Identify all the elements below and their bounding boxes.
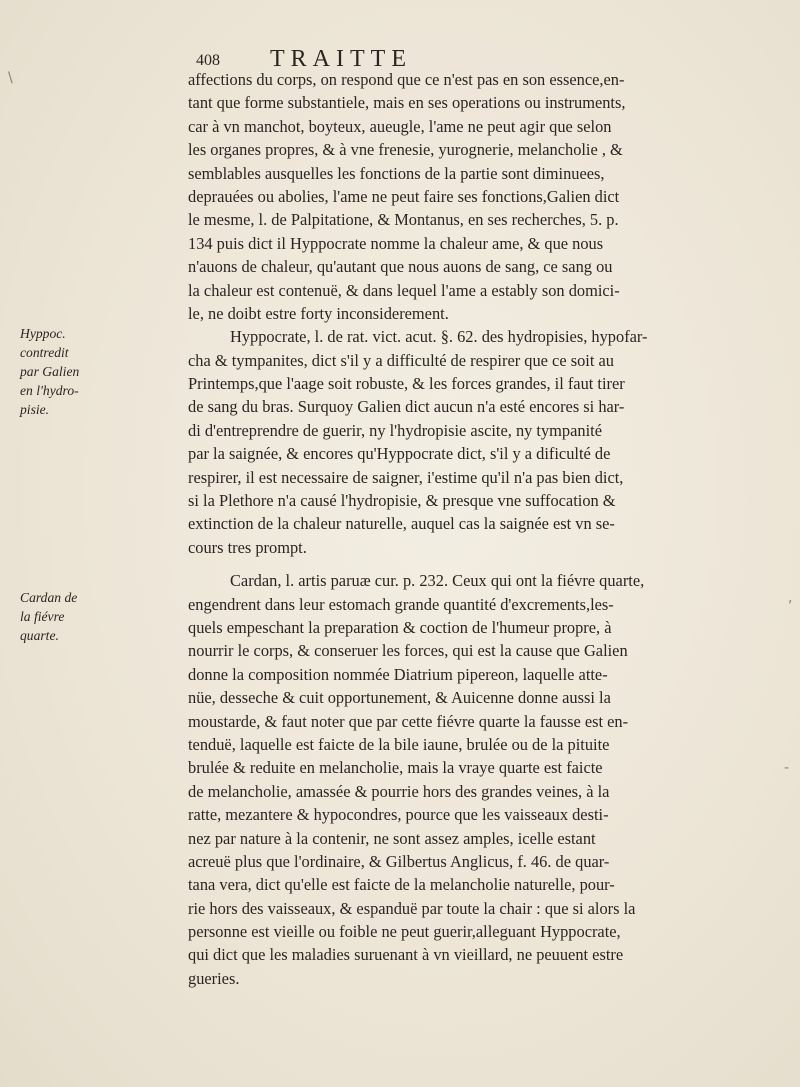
text-line: engendrent dans leur estomach grande quantité d'excrements,les- [188,594,614,614]
margin-note-line: la fiévre [20,609,65,624]
text-line: si la Plethore n'a causé l'hydropisie, & presque vne suffocation & [188,491,616,511]
page-mark: - [784,760,790,776]
text-line: les organes propres, & à vne frenesie, yurognerie, melancholie , & [188,140,623,160]
text-line: de melancholie, amassée & pourrie hors des grandes veines, à la [188,781,610,801]
text-line: qui dict que les maladies suruenant à vn vieillard, ne peuuent estre [188,945,624,965]
paragraph-1 [188,68,788,325]
text-line: car à vn manchot, boyteux, aueugle, l'ame ne peut agir que selon [188,116,612,136]
margin-note-line: Hyppoc. [20,326,66,341]
margin-note-cardan [20,588,180,645]
text-line: nüe, desseche & cuit opportunement, & Auicenne donne aussi la [188,688,611,708]
text-line: respirer, il est necessaire de saigner, i'estime qu'il n'a pas bien dict, [188,467,624,487]
margin-note-line: quarte. [20,628,59,643]
text-line: la chaleur est contenuë, & dans lequel l'ame a estably son domici- [188,280,620,300]
margin-note-line: par Galien [20,364,80,379]
text-line: tenduë, laquelle est faicte de la bile iaune, brulée ou de la pituite [188,734,610,754]
page-number: 408 [196,52,220,69]
text-line: gueries. [188,968,240,988]
margin-note-line: en l'hydro- [20,383,79,398]
text-line: di d'entreprendre de guerir, ny l'hydropisie ascite, ny tympanité [188,420,602,440]
text-line: tant que forme substantiele, mais en ses operations ou instruments, [188,93,626,113]
text-line: deprauées ou abolies, l'ame ne peut faire ses fonctions,Galien dict [188,186,620,206]
paragraph-3 [188,569,788,990]
margin-note-line: Cardan de [20,590,78,605]
text-line: donne la composition nommée Diatrium pipereon, laquelle atte- [188,664,608,684]
body-text [188,68,788,990]
text-line: Cardan, l. artis paruæ cur. p. 232. Ceux qui ont la fiévre quarte, [230,571,645,591]
text-line: de sang du bras. Surquoy Galien dict aucun n'a esté encores si har- [188,397,625,417]
text-line: Printemps,que l'aage soit robuste, & les forces grandes, il faut tirer [188,374,625,394]
text-line: rie hors des vaisseaux, & espanduë par toute la chair : que si alors la [188,898,636,918]
text-line: cours tres prompt. [188,537,307,557]
paragraph-2 [188,325,788,559]
page-mark: , [788,590,793,606]
text-line: moustarde, & faut noter que par cette fiévre quarte la fausse est en- [188,711,629,731]
text-line: brulée & reduite en melancholie, mais la vraye quarte est faicte [188,758,603,778]
text-line: par la saignée, & encores qu'Hyppocrate dict, s'il y a dificulté de [188,444,611,464]
text-line: Hyppocrate, l. de rat. vict. acut. §. 62. des hydropisies, hypofar- [230,327,648,347]
text-line: 134 puis dict il Hyppocrate nomme la chaleur ame, & que nous [188,233,604,253]
text-line: affections du corps, on respond que ce n'est pas en son essence,en- [188,70,625,89]
paragraph-gap [188,559,788,569]
text-line: tana vera, dict qu'elle est faicte de la melancholie naturelle, pour- [188,875,615,895]
margin-note-hippocrates [20,324,180,419]
text-line: nez par nature à la contenir, ne sont assez amples, icelle estant [188,828,596,848]
margin-note-line: pisie. [20,402,50,417]
text-line: quels empeschant la preparation & coction de l'humeur propre, à [188,617,612,637]
text-line: extinction de la chaleur naturelle, auquel cas la saignée est vn se- [188,514,615,534]
text-line: ratte, mezantere & hypocondres, pource que les vaisseaux desti- [188,805,609,825]
text-line: le mesme, l. de Palpitatione, & Montanus, en ses recherches, 5. p. [188,210,619,230]
text-line: n'auons de chaleur, qu'autant que nous auons de sang, ce sang ou [188,257,613,277]
text-line: le, ne doibt estre forty inconsiderement. [188,303,449,323]
text-line: semblables ausquelles les fonctions de la partie sont diminuees, [188,163,605,183]
running-title: TRAITTE [270,46,412,72]
text-line: cha & tympanites, dict s'il y a difficulté de respirer que ce soit au [188,350,614,370]
text-line: nourrir le corps, & conseruer les forces, qui est la cause que Galien [188,641,628,661]
text-line: personne est vieille ou foible ne peut guerir,alleguant Hyppocrate, [188,922,621,942]
margin-note-line: contredit [20,345,69,360]
text-line: acreuë plus que l'ordinaire, & Gilbertus Anglicus, f. 46. de quar- [188,851,610,871]
page-mark: \ [8,70,13,86]
